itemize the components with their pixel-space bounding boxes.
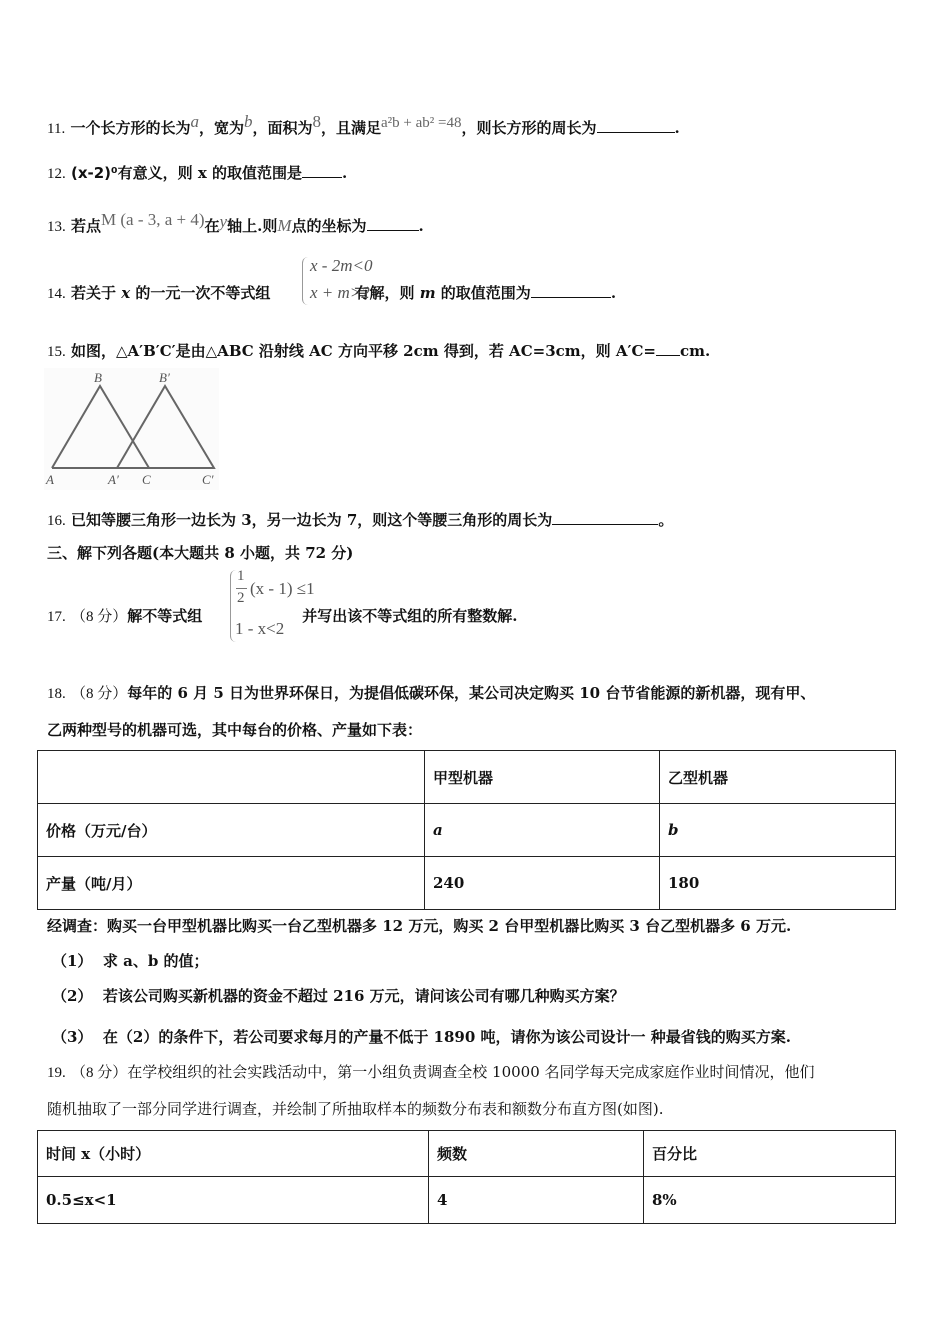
part-number: （2） <box>52 987 93 1005</box>
question-number: 17. <box>47 609 66 625</box>
text: 一个长方形的长为 <box>70 119 191 137</box>
text: ，面积为 <box>252 119 313 137</box>
part-number: （1） <box>52 952 93 970</box>
score: （8 分） <box>70 1065 128 1081</box>
text: 如图，△A′B′C′是由△ABC 沿射线 AC 方向平移 2cm 得到，若 AC=3cm，则 A′C= <box>70 342 656 360</box>
frequency-table <box>37 1130 896 1224</box>
text: 每年的 6 月 5 日为世界环保日，为提倡低碳环保，某公司决定购买 10 台节省能源的新机器，现有甲、 <box>127 684 816 702</box>
answer-blank[interactable] <box>367 216 419 231</box>
table-row <box>38 804 896 857</box>
text: 在 <box>204 217 220 235</box>
table-cell: 甲型机器 <box>425 751 660 804</box>
part-1 <box>52 950 209 971</box>
text: 并写出该不等式组的所有整数解. <box>302 607 518 625</box>
table-cell: a <box>425 804 660 857</box>
section-heading: 三、解下列各题(本大题共 8 小题，共 72 分) <box>47 544 354 562</box>
table-cell: 180 <box>660 857 896 910</box>
table-cell: b <box>660 804 896 857</box>
part-number: （3） <box>52 1028 93 1046</box>
question-18 <box>47 682 815 703</box>
inequality: 1 - x<2 <box>235 619 285 638</box>
question-number: 12. <box>47 166 66 182</box>
table-header-row <box>38 1131 896 1177</box>
fraction-numerator: 1 <box>237 568 245 584</box>
question-number: 16. <box>47 513 66 529</box>
question-16 <box>47 509 673 530</box>
math: b <box>243 112 253 131</box>
text: 若关于 <box>70 284 116 302</box>
math-expression: (x-2)⁰ <box>70 164 118 182</box>
text: ，则长方形的周长为 <box>461 119 597 137</box>
label-b-prime: B′ <box>159 370 170 385</box>
question-number: 11. <box>47 121 66 137</box>
table-cell: 频数 <box>429 1131 644 1177</box>
text: 求 a、b 的值； <box>102 952 209 970</box>
table-cell: 百分比 <box>644 1131 896 1177</box>
table-row <box>38 857 896 910</box>
answer-blank[interactable] <box>597 118 675 133</box>
table-cell: 4 <box>429 1177 644 1224</box>
question-13 <box>47 210 424 236</box>
score: （8 分） <box>70 686 128 702</box>
question-12 <box>47 162 347 183</box>
answer-blank[interactable] <box>302 163 342 178</box>
score: （8 分） <box>70 609 128 625</box>
text: ，宽为 <box>198 119 244 137</box>
translated-triangles-figure <box>44 368 219 490</box>
text: 的一元一次不等式组 <box>135 284 271 302</box>
brace <box>302 257 309 305</box>
text: ，且满足 <box>320 119 381 137</box>
inequality: x + m>2 <box>310 283 370 302</box>
question-19 <box>47 1061 815 1082</box>
text: 有意义，则 x 的取值范围是 <box>117 164 302 182</box>
text: 在（2）的条件下，若公司要求每月的产量不低于 1890 吨，请你为该公司设计一 种最省钱的购买方案. <box>102 1028 791 1046</box>
math: m <box>419 284 436 302</box>
question-number: 15. <box>47 344 66 360</box>
survey-text: 经调查：购买一台甲型机器比购买一台乙型机器多 12 万元，购买 2 台甲型机器比购买 3 台乙型机器多 6 万元. <box>47 917 792 935</box>
table-cell: 240 <box>425 857 660 910</box>
math: 8 <box>312 112 321 131</box>
table-cell: 时间 x（小时） <box>38 1131 429 1177</box>
figure-background <box>44 368 219 490</box>
table-row <box>38 1177 896 1224</box>
fraction-denominator: 2 <box>237 590 245 606</box>
answer-blank[interactable] <box>552 510 658 525</box>
math-expression: a²b + ab² =48 <box>381 115 462 131</box>
math: x <box>121 284 131 302</box>
question-18-text: 乙两种型号的机器可选，其中每台的价格、产量如下表： <box>47 721 423 739</box>
text: 解不等式组 <box>127 607 203 625</box>
question-number: 13. <box>47 219 66 235</box>
answer-blank[interactable] <box>656 341 680 356</box>
table-cell <box>38 751 425 804</box>
text: 有解，则 <box>354 284 415 302</box>
part-3 <box>52 1026 791 1047</box>
fraction-bar <box>236 588 247 589</box>
text: cm. <box>679 342 711 360</box>
text: . <box>674 119 680 137</box>
text: . <box>418 217 424 235</box>
text: 在学校组织的社会实践活动中，第一小组负责调查全校 10000 名同学每天完成家庭作业时间情况，他们 <box>127 1063 815 1081</box>
text: 点的坐标为 <box>291 217 367 235</box>
question-15 <box>47 340 710 361</box>
question-19-text: 随机抽取了一部分同学进行调查，并绘制了所抽取样本的频数分布表和额数分布直方图(如图). <box>47 1100 664 1118</box>
text: 已知等腰三角形一边长为 3，另一边长为 7，则这个等腰三角形的周长为 <box>70 511 553 529</box>
text: 若点 <box>70 217 101 235</box>
table-cell: 价格（万元/台） <box>38 804 425 857</box>
label-c: C <box>142 472 151 487</box>
label-b: B <box>94 370 102 385</box>
text: . <box>342 164 348 182</box>
text: 。 <box>658 511 674 529</box>
text: 若该公司购买新机器的资金不超过 216 万元，请问该公司有哪几种购买方案？ <box>102 987 625 1005</box>
text: . <box>610 284 617 302</box>
text: 的取值范围为 <box>440 284 531 302</box>
math-expression: M (a - 3, a + 4) <box>101 210 205 229</box>
label-a: A <box>46 472 54 487</box>
inequality: x - 2m<0 <box>310 256 373 275</box>
label-c-prime: C′ <box>202 472 214 487</box>
table-cell: 产量（吨/月） <box>38 857 425 910</box>
table-cell: 乙型机器 <box>660 751 896 804</box>
table-header-row <box>38 751 896 804</box>
math: a <box>190 112 199 131</box>
math: y <box>219 212 228 231</box>
question-number: 19. <box>47 1065 66 1081</box>
text: 轴上.则 <box>227 217 278 235</box>
inequality: (x - 1) ≤1 <box>250 579 315 598</box>
label-a-prime: A′ <box>108 472 119 487</box>
table-cell: 0.5≤x<1 <box>38 1177 429 1224</box>
answer-blank[interactable] <box>531 283 611 298</box>
part-2 <box>52 985 625 1006</box>
question-number: 14. <box>47 286 66 302</box>
question-11 <box>47 112 680 138</box>
machine-table <box>37 750 896 910</box>
question-number: 18. <box>47 686 66 702</box>
math: M <box>277 216 292 235</box>
table-cell: 8% <box>644 1177 896 1224</box>
